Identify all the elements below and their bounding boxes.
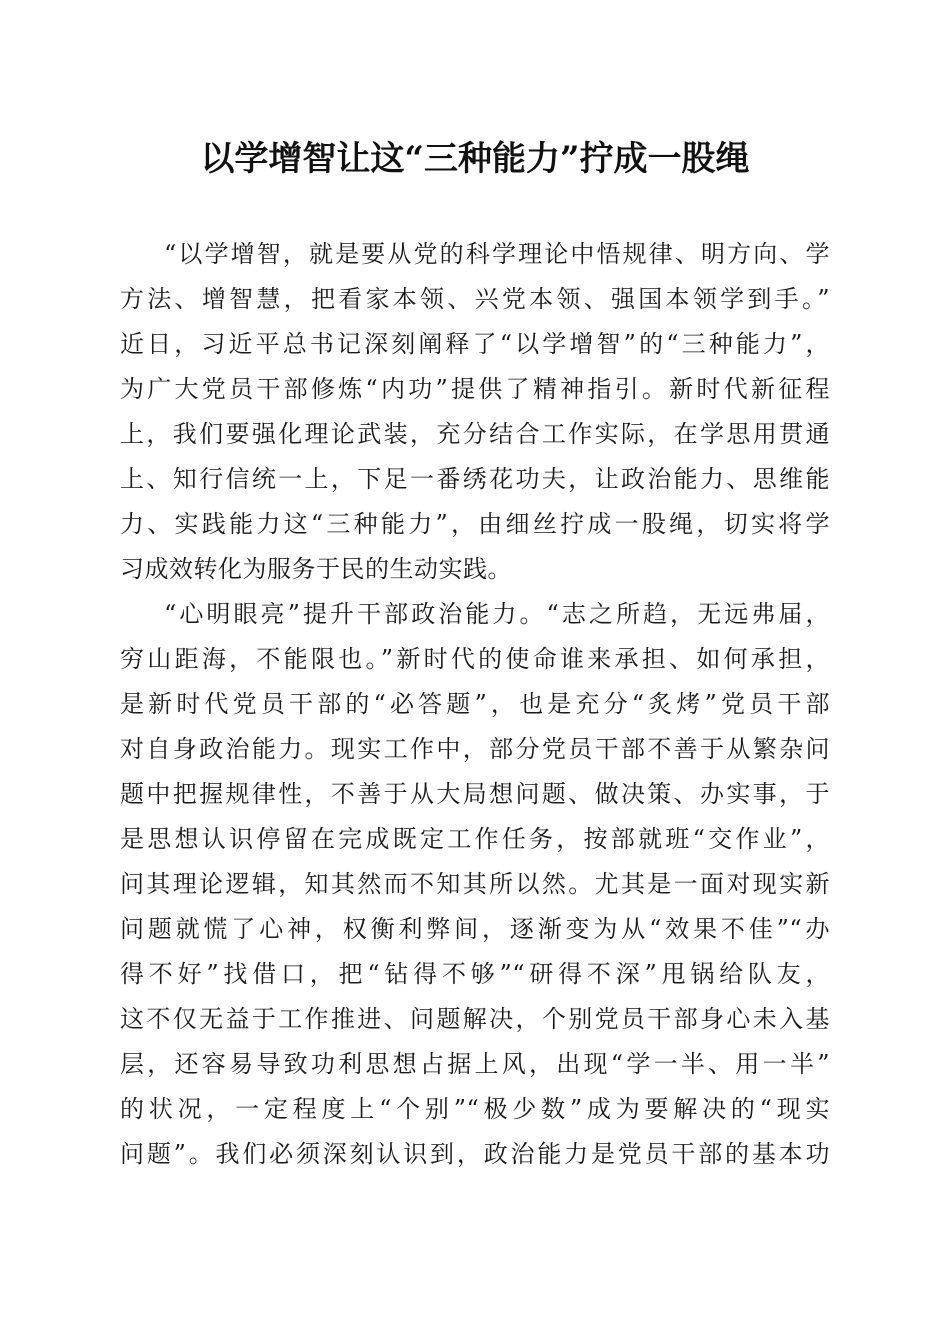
paragraph-line: 是思想认识停留在完成既定工作任务，按部就班“交作业”， bbox=[120, 825, 830, 853]
paragraph-line: 的状况，一定程度上“个别”“极少数”成为要解决的“现实 bbox=[120, 1095, 830, 1123]
paragraph-line: 问题就慌了心神，权衡利弊间，逐渐变为从“效果不佳”“办 bbox=[120, 915, 830, 943]
paragraph-line: 是新时代党员干部的“必答题”，也是充分“炙烤”党员干部 bbox=[120, 690, 830, 718]
paragraph-line: 得不好”找借口，把“钻得不够”“研得不深”甩锅给队友， bbox=[120, 960, 830, 988]
paragraph-line: 近日，习近平总书记深刻阐释了“以学增智”的“三种能力”， bbox=[120, 330, 830, 358]
paragraph-line: 层，还容易导致功利思想占据上风，出现“学一半、用一半” bbox=[120, 1050, 830, 1078]
paragraph-line: 问题”。我们必须深刻认识到，政治能力是党员干部的基本功 bbox=[120, 1140, 830, 1168]
document-title: 以学增智让这“三种能力”拧成一股绳 bbox=[200, 139, 750, 179]
paragraph-line: 习成效转化为服务于民的生动实践。 bbox=[120, 555, 512, 583]
paragraph-line: 力、实践能力这“三种能力”，由细丝拧成一股绳，切实将学 bbox=[120, 510, 830, 538]
paragraph-line: 方法、增智慧，把看家本领、兴党本领、强国本领学到手。” bbox=[120, 285, 830, 313]
paragraph-line: “心明眼亮”提升干部政治能力。“志之所趋，无远弗届， bbox=[164, 600, 830, 628]
paragraph-2 bbox=[120, 592, 830, 1177]
paragraph-line: “以学增智，就是要从党的科学理论中悟规律、明方向、学 bbox=[164, 240, 830, 268]
paragraph-line: 上、知行信统一上，下足一番绣花功夫，让政治能力、思维能 bbox=[120, 465, 830, 493]
paragraph-1 bbox=[120, 232, 830, 592]
paragraph-line: 上，我们要强化理论武装，充分结合工作实际，在学思用贯通 bbox=[120, 420, 830, 448]
paragraph-line: 对自身政治能力。现实工作中，部分党员干部不善于从繁杂问 bbox=[120, 735, 830, 763]
paragraph-line: 为广大党员干部修炼“内功”提供了精神指引。新时代新征程 bbox=[120, 375, 830, 403]
paragraph-line: 穷山距海，不能限也。”新时代的使命谁来承担、如何承担， bbox=[120, 645, 830, 673]
paragraph-line: 问其理论逻辑，知其然而不知其所以然。尤其是一面对现实新 bbox=[120, 870, 830, 898]
document-body bbox=[120, 232, 830, 1177]
paragraph-line: 题中把握规律性，不善于从大局想问题、做决策、办实事，于 bbox=[120, 780, 830, 808]
paragraph-line: 这不仅无益于工作推进、问题解决，个别党员干部身心未入基 bbox=[120, 1005, 830, 1033]
